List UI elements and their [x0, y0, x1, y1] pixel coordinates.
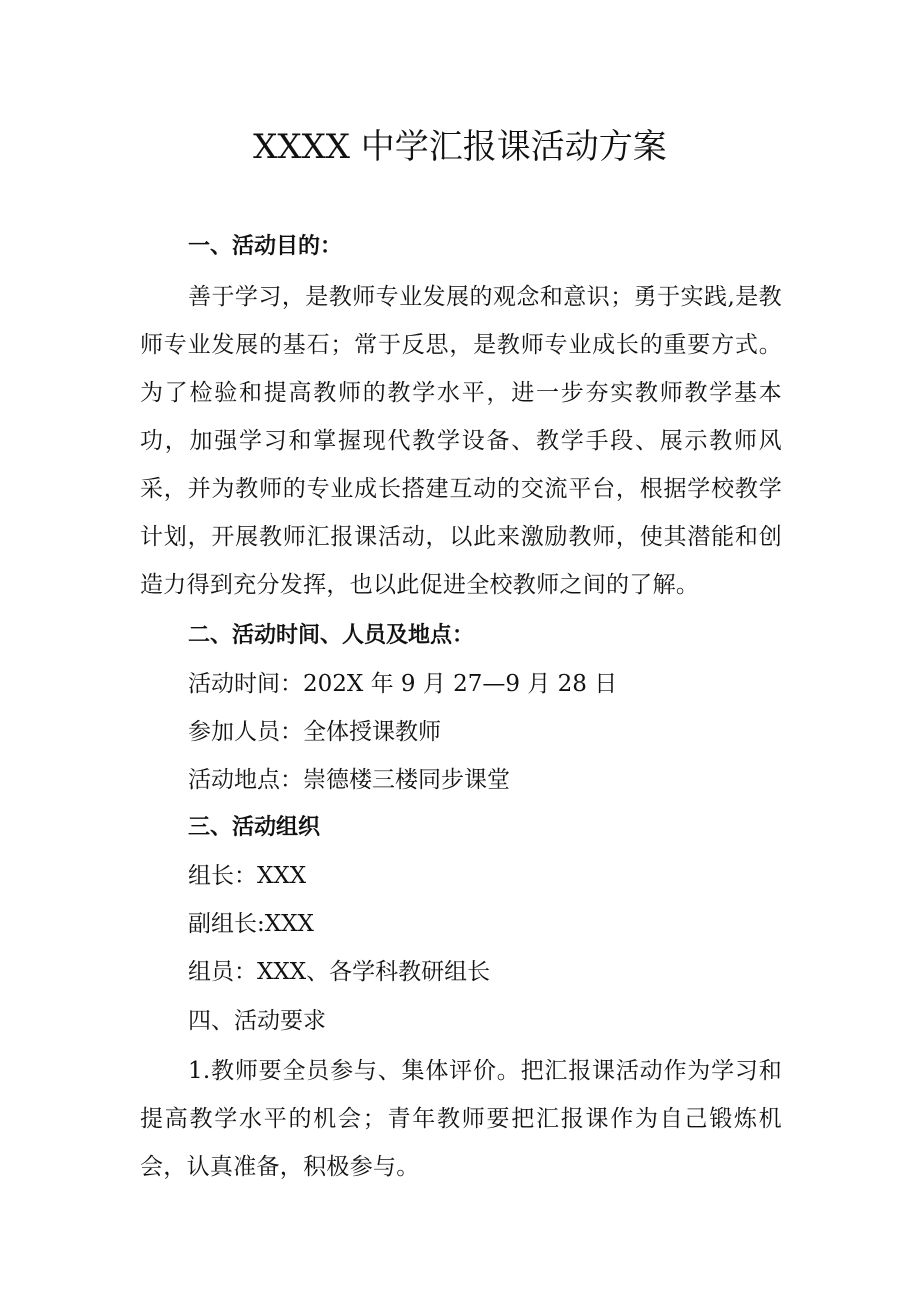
section-purpose: [140, 223, 782, 609]
section-requirements: [140, 997, 782, 1191]
requirement-item-1: 1.教师要全员参与、集体评价。把汇报课活动作为学习和提高教学水平的机会；青年教师要把汇报课作为自己锻炼机会，认真准备，积极参与。: [140, 1058, 782, 1180]
leader-line: 组长：XXX: [188, 863, 307, 889]
section-time-people-place: [140, 612, 782, 804]
section-heading-requirements: 四、活动要求: [188, 1008, 326, 1034]
section-heading-purpose: 一、活动目的：: [188, 234, 343, 259]
location-line: 活动地点：崇德楼三楼同步课堂: [188, 767, 510, 793]
section-heading-organization: 三、活动组织: [188, 815, 321, 840]
purpose-paragraph: 善于学习，是教师专业发展的观念和意识；勇于实践,是教师专业发展的基石；常于反思，是教师专业成长的重要方式。为了检验和提高教师的教学水平，进一步夯实教师教学基本功，加强学习和掌握现代教学设备、教学手段、展示教师风采，并为教师的专业成长搭建互动的交流平台，根据学校教学计划，开展教师汇报课活动，以此来激励教师，使其潜能和创造力得到充分发挥，也以此促进全校教师之间的了解。: [140, 284, 782, 598]
section-heading-time-people-place: 二、活动时间、人员及地点：: [188, 623, 475, 648]
vice-leader-line: 副组长:XXX: [188, 911, 314, 937]
members-line: 组员：XXX、各学科教研组长: [188, 959, 491, 985]
activity-time-line: 活动时间：202X 年 9 月 27—9 月 28 日: [188, 671, 618, 697]
participants-line: 参加人员：全体授课教师: [188, 719, 441, 745]
section-organization: [140, 804, 782, 996]
document-title: XXXX 中学汇报课活动方案: [253, 127, 667, 167]
